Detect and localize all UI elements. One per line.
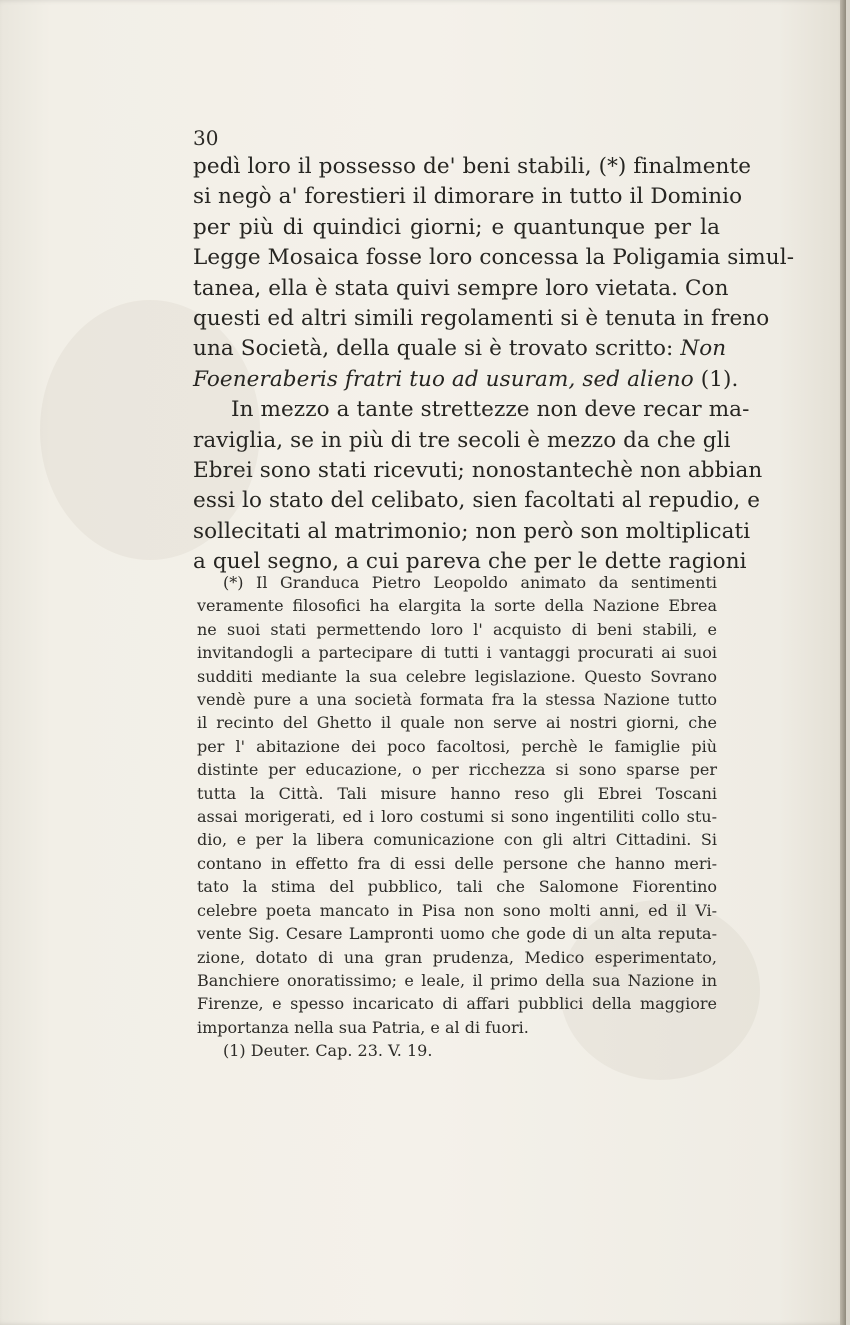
latin-quote-start: Non: [680, 336, 727, 362]
text-line: [193, 334, 727, 364]
reference-note: (1) Deuter. Cap. 23. V. 19.: [223, 1041, 433, 1061]
text-line: per più di quindici giorni; e quantunque per la: [193, 214, 720, 240]
footnote-line: tutta la Città. Tali misure hanno reso gli Ebrei Toscani: [197, 783, 717, 803]
text-line: pedì loro il possesso de' beni stabili, (*) finalmente: [193, 154, 752, 179]
footnote-line: distinte per educazione, o per ricchezza si sono sparse per: [197, 760, 717, 780]
text-line: tanea, ella è stata quivi sempre loro vietata. Con: [193, 275, 729, 301]
footnote-line: Banchiere onoratissimo; e leale, il primo della sua Nazione in: [197, 970, 717, 990]
footnote-line: assai morigerati, ed i loro costumi si sono ingentiliti collo stu-: [197, 807, 717, 827]
footnotes: [197, 571, 717, 1063]
main-text: [193, 152, 795, 578]
footnote-line: il recinto del Ghetto il quale non serve ai nostri giorni, che: [197, 713, 717, 733]
footnote-line: (*) Il Granduca Pietro Leopoldo animato da sentimenti: [223, 573, 717, 592]
text-line: raviglia, se in più di tre secoli è mezzo da che gli: [193, 427, 731, 453]
text-line: si negò a' forestieri il dimorare in tutto il Dominio: [193, 184, 743, 210]
text-fragment: una Società, della quale si è trovato scritto:: [193, 336, 674, 362]
text-line: a quel segno, a cui pareva che per le dette ragioni: [193, 549, 747, 575]
footnote-line: veramente filosofici ha elargita la sorte della Nazione Ebrea: [197, 596, 717, 616]
footnote-line: Firenze, e spesso incaricato di affari pubblici della maggiore: [197, 994, 717, 1014]
page-edge: [840, 0, 846, 1325]
text-line: [193, 365, 739, 395]
footnote-line: contano in effetto fra di essi delle persone che hanno meri-: [197, 853, 717, 873]
footnote-line: ne suoi stati permettendo loro l' acquisto di beni stabili, e: [197, 619, 717, 639]
footnote-line: vente Sig. Cesare Lampronti uomo che gode di un alta reputa-: [197, 924, 717, 944]
footnote-line: celebre poeta mancato in Pisa non sono molti anni, ed il Vi-: [197, 900, 717, 920]
text-line: essi lo stato del celibato, sien facoltati al repudio, e: [193, 488, 761, 514]
text-line: Legge Mosaica fosse loro concessa la Poligamia simul-: [193, 245, 795, 271]
latin-quote: Foeneraberis fratri tuo ad usuram, sed alieno: [193, 366, 694, 392]
footnote-line: zione, dotato di una gran prudenza, Medico esperimentato,: [197, 947, 717, 967]
footnote-line: invitandogli a partecipare di tutti i vantaggi procurati ai suoi: [197, 643, 717, 663]
footnote-line: vendè pure a una società formata fra la stessa Nazione tutto: [197, 690, 717, 710]
text-line: In mezzo a tante strettezze non deve recar ma-: [231, 397, 750, 423]
text-line: questi ed altri simili regolamenti si è tenuta in freno: [193, 306, 770, 332]
footnote-ref: (1).: [700, 366, 739, 392]
footnote-line: importanza nella sua Patria, e al di fuori.: [197, 1017, 529, 1037]
page-number: 30: [193, 126, 219, 150]
text-line: sollecitati al matrimonio; non però son moltiplicati: [193, 518, 751, 544]
text-line: Ebrei sono stati ricevuti; nonostantechè non abbian: [193, 458, 763, 484]
footnote-line: tato la stima del pubblico, tali che Salomone Fiorentino: [197, 877, 717, 897]
footnote-line: per l' abitazione dei poco facoltosi, perchè le famiglie più: [197, 736, 717, 756]
footnote-line: sudditi mediante la sua celebre legislazione. Questo Sovrano: [197, 666, 717, 686]
footnote-line: dio, e per la libera comunicazione con gli altri Cittadini. Si: [197, 830, 717, 850]
